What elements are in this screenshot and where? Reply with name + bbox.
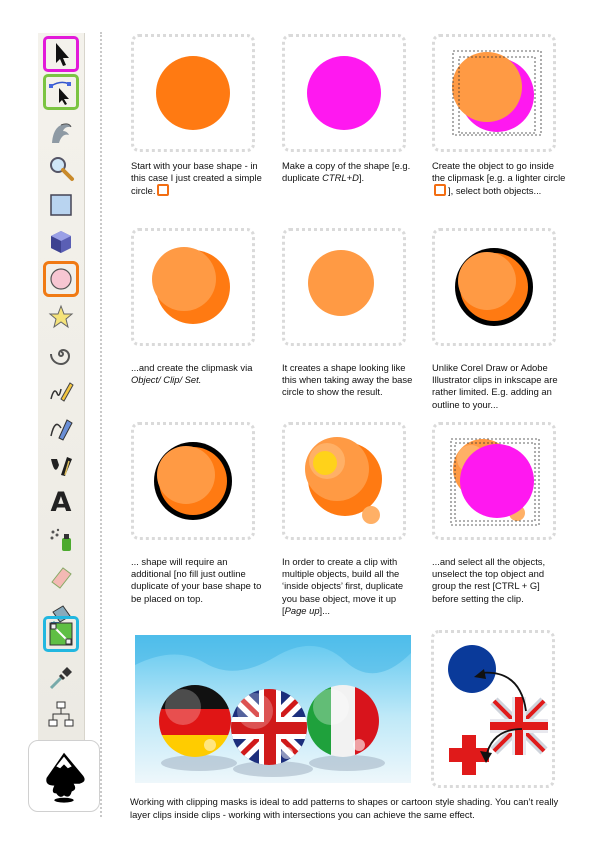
box-3d-icon xyxy=(47,228,75,256)
outlined-inner-circle xyxy=(458,252,516,310)
step8-text: In order to create a clip with multiple objects, build all the ‘inside objects’ first, duplicate you base object, move it up [ xyxy=(282,556,404,616)
step3-text-end: ], select both objects... xyxy=(448,185,542,197)
step3-text: Create the object to go inside the clipmask [e.g. a lighter circle xyxy=(432,160,566,184)
step2-text: Make a copy of the shape [e.g. duplicate xyxy=(282,160,411,184)
dropper-tool-button[interactable] xyxy=(43,659,79,695)
node-tool-button[interactable] xyxy=(43,74,79,110)
rectangle-icon xyxy=(47,191,75,219)
spiral-tool-button[interactable] xyxy=(43,336,79,372)
step1-panel xyxy=(131,34,255,152)
step7-text: ... shape will require an additional [no fill just outline duplicate of your base shape to be placed on top. xyxy=(131,556,262,604)
light-orange-circle xyxy=(452,52,522,122)
step2-shortcut: CTRL+D xyxy=(322,172,359,184)
spiral-icon xyxy=(47,340,75,368)
step6-caption xyxy=(432,362,566,411)
step6-panel xyxy=(432,228,556,346)
pencil-icon xyxy=(47,377,75,405)
step9-panel xyxy=(432,422,556,540)
calligraphy-tool-button[interactable] xyxy=(43,447,79,483)
node-editor-icon xyxy=(47,78,75,106)
pencil-tool-button[interactable] xyxy=(43,373,79,409)
eraser-icon xyxy=(47,563,75,591)
tweak-wave-icon xyxy=(47,117,75,145)
step7-caption xyxy=(131,556,265,605)
clip-inner-circle xyxy=(152,247,216,311)
orange-square-icon xyxy=(157,184,169,196)
selector-tool-button[interactable] xyxy=(43,36,79,72)
eraser-tool-button[interactable] xyxy=(43,559,79,595)
step4-caption xyxy=(131,362,265,386)
step4-menu-path: Object/ Clip/ Set. xyxy=(131,374,202,386)
text-icon: A xyxy=(50,487,72,518)
dropper-icon xyxy=(47,663,75,691)
inkscape-logo-icon xyxy=(35,747,93,805)
step8-shortcut: Page up xyxy=(284,604,320,616)
footer-paragraph: Working with clipping masks is ideal to add patterns to shapes or cartoon style shading. You can’t really layer clips inside clips - working with intersections you can achieve the same effect. xyxy=(130,796,559,820)
spray-icon xyxy=(47,526,75,554)
calligraphy-icon xyxy=(47,451,75,479)
step4-text: ...and create the clipmask via xyxy=(131,362,253,373)
gradient-icon xyxy=(47,620,75,648)
zoom-magnifier-icon xyxy=(47,154,75,182)
step3-caption xyxy=(432,160,566,198)
ellipse-tool-button[interactable] xyxy=(43,261,79,297)
step2-panel xyxy=(282,34,406,152)
step9-text: ...and select all the objects, unselect the top object and group the rest [CTRL + G] before setting the clip. xyxy=(432,556,546,604)
step2-text-end: ]. xyxy=(358,172,365,184)
ellipse-circle-icon xyxy=(47,265,75,293)
clipped-result-circle xyxy=(308,250,374,316)
step3-panel xyxy=(432,34,556,152)
connector-icon xyxy=(47,700,75,728)
blue-circle xyxy=(448,645,496,693)
orange-square-icon xyxy=(434,184,446,196)
step1-caption xyxy=(131,160,265,198)
3d-box-tool-button[interactable] xyxy=(43,224,79,260)
uk-cross-shape xyxy=(490,697,548,755)
flag-balls-illustration xyxy=(135,635,411,783)
rectangle-tool-button[interactable] xyxy=(43,187,79,223)
pen-bezier-icon xyxy=(47,414,75,442)
step8-caption xyxy=(282,556,416,617)
gradient-tool-button[interactable] xyxy=(43,616,79,652)
step5-text: It creates a shape looking like this when taking away the base circle to show the result. xyxy=(282,362,413,398)
step8-text-end: ]... xyxy=(319,604,330,616)
star-tool-button[interactable] xyxy=(43,299,79,335)
spray-tool-button[interactable] xyxy=(43,522,79,558)
pen-tool-button[interactable] xyxy=(43,410,79,446)
step5-panel xyxy=(282,228,406,346)
selector-arrow-icon xyxy=(47,40,75,68)
text-tool-button[interactable] xyxy=(43,485,79,521)
step5-caption xyxy=(282,362,416,399)
step6-text: Unlike Corel Draw or Adobe Illustrator clips in inkscape are rather limited. E.g. adding an outline to your... xyxy=(432,362,558,410)
step9-caption xyxy=(432,556,566,605)
zoom-tool-button[interactable] xyxy=(43,150,79,186)
tweak-tool-button[interactable] xyxy=(43,113,79,149)
connector-tool-button[interactable] xyxy=(43,696,79,732)
column-divider xyxy=(100,32,102,817)
layering-diagram-panel xyxy=(431,630,555,788)
base-circle xyxy=(156,56,230,130)
step1-text: Start with your base shape - in this case I just created a simple circle. xyxy=(131,160,262,197)
duplicate-circle xyxy=(307,56,381,130)
step7-panel xyxy=(131,422,255,540)
star-icon xyxy=(47,303,75,331)
step2-caption xyxy=(282,160,416,184)
tool-palette xyxy=(38,33,85,743)
step8-panel xyxy=(282,422,406,540)
step4-panel xyxy=(131,228,255,346)
inkscape-logo xyxy=(28,740,100,812)
